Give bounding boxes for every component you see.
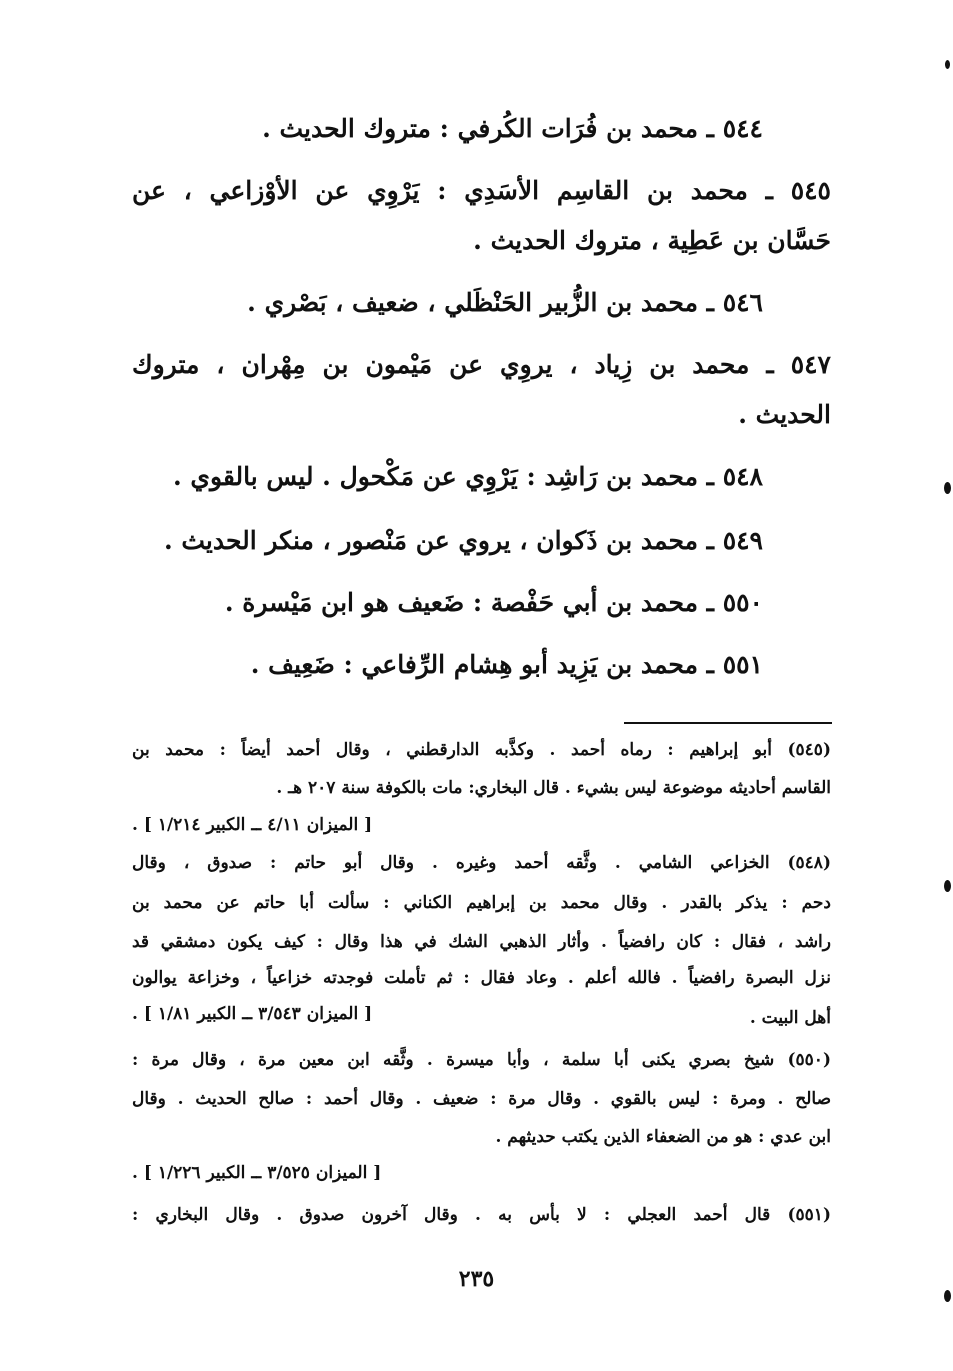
footnote-545-line1: (٥٤٥) أبو إبراهيم : رماه أحمد . وكذَّبه الدارقطني ، وقال أحمد أيضاً : محمد بن xyxy=(132,740,831,760)
entry-550: ٥٥٠ ـ محمد بن أبي حَفْصة : ضَعيف هو ابن مَيْسرة . xyxy=(224,588,763,617)
footnote-550-line1: (٥٥٠) شيخ بصري يكنى أبا سلمة ، وأبا ميسرة . وثَّقه ابن معين مرة ، وقال مرة : xyxy=(132,1050,831,1070)
entry-549: ٥٤٩ ـ محمد بن ذَكوان ، يروي عن مَنْصور ، منكر الحديث . xyxy=(163,526,763,555)
entry-546: ٥٤٦ ـ محمد بن الزُّبير الحَنْظَلي ، ضعيف ، بَصْري . xyxy=(247,288,763,317)
footnote-550-line2: صالح . ومرة : ليس بالقوي . وقال مرة : ضعيف . وقال أحمد : صالح الحديث . وقال xyxy=(132,1089,831,1109)
scan-mark xyxy=(944,1290,951,1302)
scan-mark xyxy=(944,482,951,494)
entry-545-line1: ٥٤٥ ـ محمد بن القاسِم الأسَدِي : يَرْوِي عن الأوْزاعي ، عن xyxy=(132,176,831,205)
entry-551: ٥٥١ ـ محمد بن يَزِيد أبو هِشام الرِّفاعي : ضَعِيف . xyxy=(250,650,763,679)
scan-mark xyxy=(945,60,950,69)
entry-544: ٥٤٤ ـ محمد بن فُرَات الكُرفي : متروك الحديث . xyxy=(262,114,763,143)
footnote-548-ref: [ الميزان ٣/٥٤٣ ــ الكبير ١/٨١ ] . xyxy=(132,1004,373,1024)
footnote-548-line2: دحم : يذكر بالقدر . وقال محمد بن إبراهيم الكناني : سألت أبا حاتم عن محمد بن xyxy=(132,893,831,913)
footnote-545-ref: [ الميزان ٤/١١ ــ الكبير ١/٢١٤ ] . xyxy=(132,815,373,835)
entry-548: ٥٤٨ ـ محمد بن رَاشِد : يَرْوِي عن مَكْحول . ليس بالقوي . xyxy=(173,462,763,491)
footnote-548-line3: راشد ، فقال : كان رافضياً . وأثار الذهبي الشك في هذا وقال : كيف يكون دمشقي قد xyxy=(132,932,831,952)
footnote-550-ref: [ الميزان ٣/٥٢٥ ــ الكبير ١/٢٢٦ ] . xyxy=(132,1163,382,1183)
entry-547-line2: الحديث . xyxy=(738,400,831,429)
footnote-550-line3: ابن عدي : هو من الضعفاء الذين يكتب حديثهم . xyxy=(495,1127,831,1147)
footnote-545-line2: القاسم أحاديثه موضوعة ليس بشيء . قال البخاري: مات بالكوفة سنة ٢٠٧ هـ . xyxy=(276,778,831,798)
footnote-548-line4: نزل البصرة رافضياً . فالله أعلم . وعاد فقال : ثم تأملت فوجدته خزاعياً ، وخزاعة يوالون xyxy=(132,968,831,988)
footnote-551-line1: (٥٥١) قال أحمد العجلي : لا بأس به . وقال آخرون صدوق . وقال البخاري : xyxy=(132,1205,831,1225)
footnote-548-line5: أهل البيت . xyxy=(749,1008,831,1028)
footnote-rule xyxy=(624,722,832,724)
entry-545-line2: حَسَّان بن عَطِية ، متروك الحديث . xyxy=(473,226,831,255)
entry-547-line1: ٥٤٧ ـ محمد بن زِياد ، يروِي عن مَيْمون بن مِهْران ، متروك xyxy=(132,350,831,379)
footnote-548-line1: (٥٤٨) الخزاعي الشامي . وثَّقه أحمد وغيره . وقال أبو حاتم : صدوق ، وقال xyxy=(132,853,831,873)
scan-mark xyxy=(944,880,951,892)
page-number: ٢٣٥ xyxy=(458,1266,495,1292)
